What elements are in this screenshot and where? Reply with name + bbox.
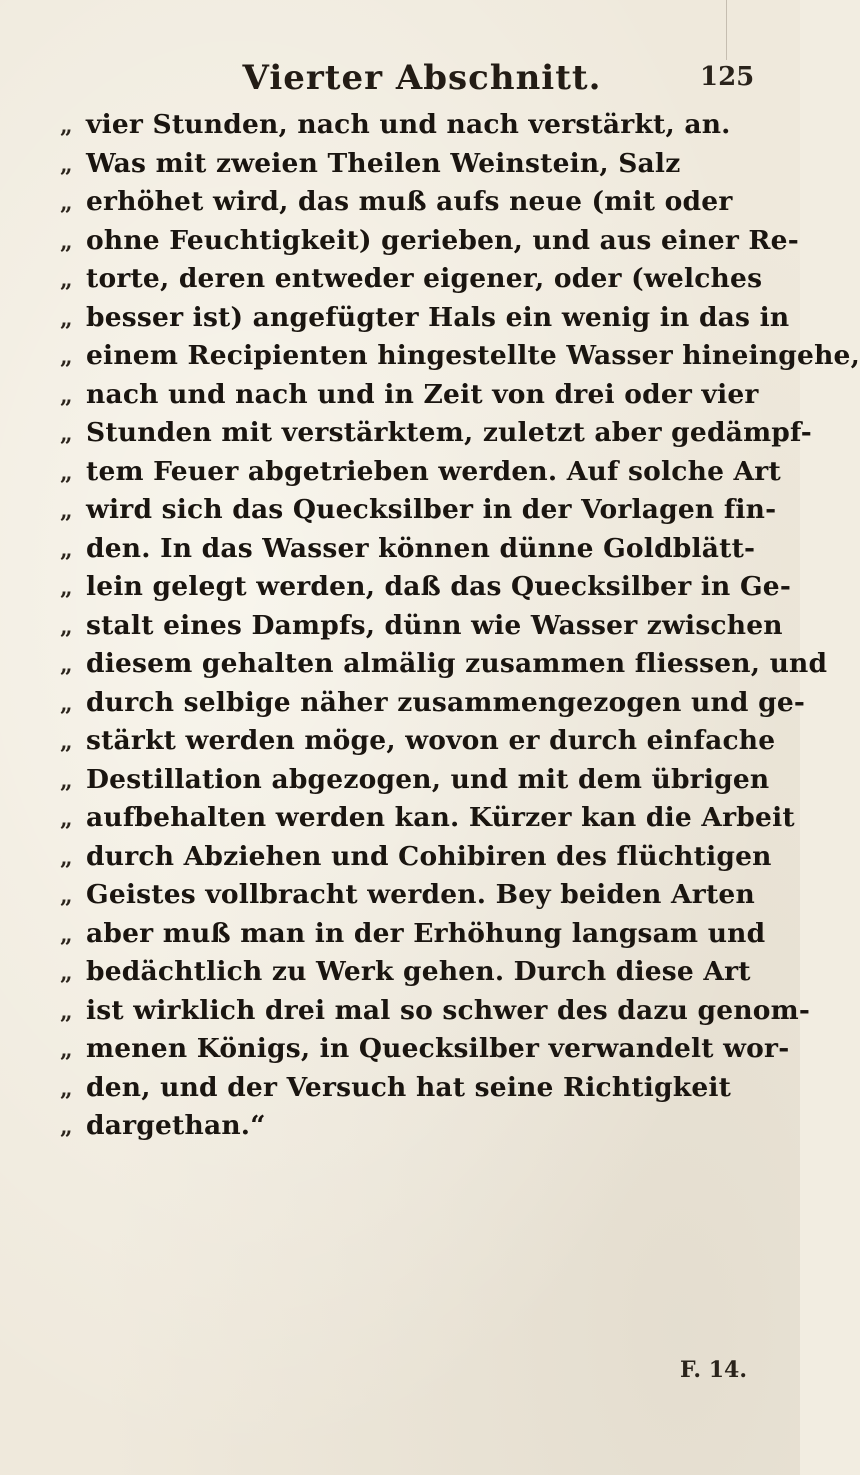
quote-mark: „ bbox=[60, 536, 73, 563]
quote-mark: „ bbox=[60, 151, 73, 178]
quote-mark: „ bbox=[60, 844, 73, 871]
running-title: Vierter Abschnitt. bbox=[242, 58, 602, 98]
text-line bbox=[60, 259, 763, 299]
line-text: erhöhet wird, das muß aufs neue (mit oder bbox=[86, 186, 733, 217]
quote-mark: „ bbox=[60, 190, 73, 216]
quote-mark: „ bbox=[60, 498, 73, 524]
line-text: aber muß man in der Erhöhung langsam und bbox=[86, 917, 766, 949]
text-line bbox=[60, 721, 776, 761]
line-text: Geistes vollbracht werden. Bey beiden Arten bbox=[86, 879, 755, 910]
line-text: einem Recipienten hingestellte Wasser hineingehe, bbox=[86, 340, 860, 371]
page-fold-line bbox=[726, 0, 727, 60]
line-text: den. In das Wasser können dünne Goldblätt- bbox=[86, 532, 756, 564]
quote-mark: „ bbox=[60, 690, 73, 717]
line-text: nach und nach und in Zeit von drei oder vier bbox=[86, 378, 759, 410]
quote-mark: „ bbox=[60, 729, 73, 755]
line-text: aufbehalten werden kan. Kürzer kan die Arbeit bbox=[86, 802, 795, 833]
text-line bbox=[60, 683, 806, 723]
quote-mark: „ bbox=[60, 883, 73, 909]
quote-mark: „ bbox=[60, 305, 73, 332]
quote-mark: „ bbox=[60, 613, 73, 640]
line-text: stärkt werden möge, wovon er durch einfache bbox=[86, 725, 776, 756]
running-head bbox=[0, 52, 800, 102]
line-text: vier Stunden, nach und nach verstärkt, an. bbox=[86, 109, 731, 140]
text-line bbox=[60, 760, 770, 800]
quote-mark: „ bbox=[60, 459, 73, 486]
line-text: ist wirklich drei mal so schwer des dazu genom- bbox=[86, 994, 811, 1026]
text-line bbox=[60, 875, 755, 915]
text-line bbox=[60, 798, 795, 838]
quote-mark: „ bbox=[60, 421, 73, 447]
quote-mark: „ bbox=[60, 113, 73, 139]
line-text: tem Feuer abgetrieben werden. Auf solche Art bbox=[86, 455, 781, 487]
quote-mark: „ bbox=[60, 998, 73, 1025]
line-text: Stunden mit verstärktem, zuletzt aber gedämpf- bbox=[86, 417, 812, 448]
quote-mark: „ bbox=[60, 1037, 73, 1063]
signature-mark: F. 14. bbox=[680, 1357, 747, 1383]
line-text: torte, deren entweder eigener, oder (welches bbox=[86, 263, 763, 294]
line-text: lein gelegt werden, daß das Quecksilber in Ge- bbox=[86, 571, 792, 602]
text-line bbox=[60, 452, 781, 492]
quote-mark: „ bbox=[60, 575, 73, 601]
quote-mark: „ bbox=[60, 228, 73, 255]
line-text: bedächtlich zu Werk gehen. Durch diese Art bbox=[86, 956, 751, 987]
text-line bbox=[60, 375, 759, 415]
line-text: durch Abziehen und Cohibiren des flüchtigen bbox=[86, 840, 772, 872]
line-text: durch selbige näher zusammengezogen und ge- bbox=[86, 686, 806, 718]
line-text: den, und der Versuch hat seine Richtigkeit bbox=[86, 1071, 732, 1103]
line-text: stalt eines Dampfs, dünn wie Wasser zwischen bbox=[86, 609, 783, 641]
text-line bbox=[60, 644, 828, 684]
quote-mark: „ bbox=[60, 267, 73, 293]
line-text: wird sich das Quecksilber in der Vorlagen fin- bbox=[86, 494, 777, 525]
quote-mark: „ bbox=[60, 1075, 73, 1102]
quote-mark: „ bbox=[60, 767, 73, 794]
text-line bbox=[60, 490, 777, 530]
quote-mark: „ bbox=[60, 1114, 73, 1140]
page-number: 125 bbox=[700, 62, 755, 92]
text-line bbox=[60, 952, 751, 992]
quote-mark: „ bbox=[60, 806, 73, 832]
text-line bbox=[60, 413, 812, 453]
text-line bbox=[60, 1029, 790, 1069]
text-line bbox=[60, 567, 792, 607]
text-line bbox=[60, 144, 740, 184]
line-text: besser ist) angefügter Hals ein wenig in das in bbox=[86, 301, 790, 333]
quote-mark: „ bbox=[60, 921, 73, 948]
line-text: Was mit zweien Theilen Weinstein, Salz bbox=[86, 147, 681, 179]
quote-mark: „ bbox=[60, 344, 73, 370]
text-line bbox=[60, 105, 740, 145]
line-text: menen Königs, in Quecksilber verwandelt wor- bbox=[86, 1033, 790, 1064]
text-line bbox=[60, 182, 740, 222]
line-text: dargethan.“ bbox=[86, 1110, 266, 1141]
text-line bbox=[60, 991, 811, 1031]
line-text: diesem gehalten almälig zusammen fliessen, und bbox=[86, 648, 828, 679]
quote-mark: „ bbox=[60, 382, 73, 409]
text-line bbox=[60, 1068, 740, 1108]
line-text: Destillation abgezogen, und mit dem übrigen bbox=[86, 763, 770, 795]
text-line bbox=[60, 336, 860, 376]
line-text: ohne Feuchtigkeit) gerieben, und aus einer Re- bbox=[86, 224, 799, 256]
text-line bbox=[60, 914, 766, 954]
text-line bbox=[60, 298, 790, 338]
text-line bbox=[60, 221, 799, 261]
text-line bbox=[60, 837, 772, 877]
quote-mark: „ bbox=[60, 960, 73, 986]
quote-mark: „ bbox=[60, 652, 73, 678]
text-line bbox=[60, 606, 783, 646]
text-line bbox=[60, 529, 756, 569]
text-line bbox=[60, 1106, 740, 1146]
